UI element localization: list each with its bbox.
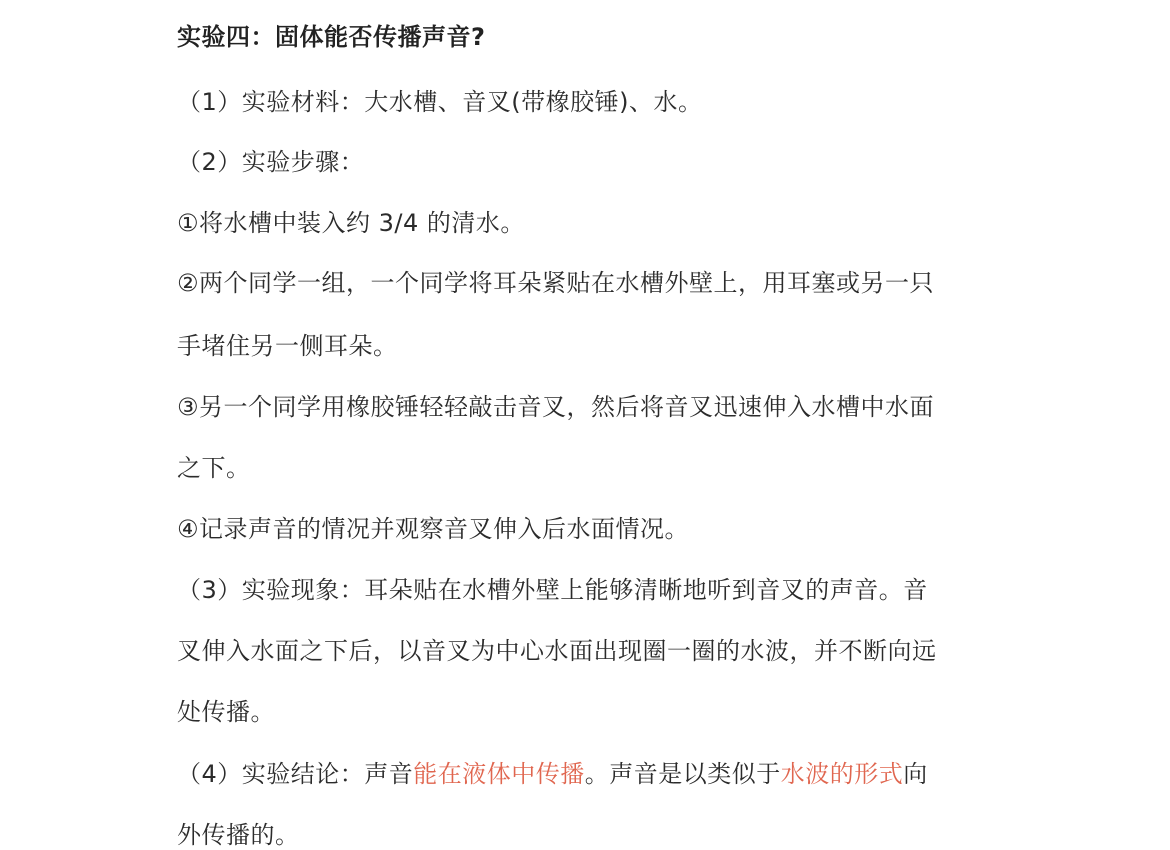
phenomenon-line-1: （3）实验现象：耳朵贴在水槽外壁上能够清晰地听到音叉的声音。音 xyxy=(177,576,928,604)
experiment-title: 实验四：固体能否传播声音? xyxy=(177,23,486,51)
phenomenon-line-2: 叉伸入水面之下后，以音叉为中心水面出现圈一圈的水波，并不断向远 xyxy=(177,637,937,665)
step-1: ①将水槽中装入约 3/4 的清水。 xyxy=(177,209,525,237)
highlight-wave-form: 水波的形式 xyxy=(780,760,904,788)
step-3-line-1: ③另一个同学用橡胶锤轻轻敲击音叉，然后将音叉迅速伸入水槽中水面 xyxy=(177,393,935,421)
step-4: ④记录声音的情况并观察音叉伸入后水面情况。 xyxy=(177,515,690,543)
conclusion-middle: 。声音是以类似于 xyxy=(584,760,781,788)
conclusion-prefix: （4）实验结论：声音 xyxy=(177,760,414,788)
highlight-liquid-propagation: 能在液体中传播 xyxy=(413,760,585,788)
phenomenon-line-3: 处传播。 xyxy=(177,698,275,726)
steps-heading: （2）实验步骤： xyxy=(177,148,365,176)
step-2-line-1: ②两个同学一组，一个同学将耳朵紧贴在水槽外壁上，用耳塞或另一只 xyxy=(177,269,935,297)
conclusion-suffix: 向 xyxy=(903,760,928,788)
conclusion-line-2: 外传播的。 xyxy=(177,821,300,849)
step-3-line-2: 之下。 xyxy=(177,454,251,482)
conclusion-line-1 xyxy=(177,759,928,789)
materials-line: （1）实验材料：大水槽、音叉(带橡胶锤)、水。 xyxy=(177,88,703,116)
step-2-line-2: 手堵住另一侧耳朵。 xyxy=(177,332,398,360)
